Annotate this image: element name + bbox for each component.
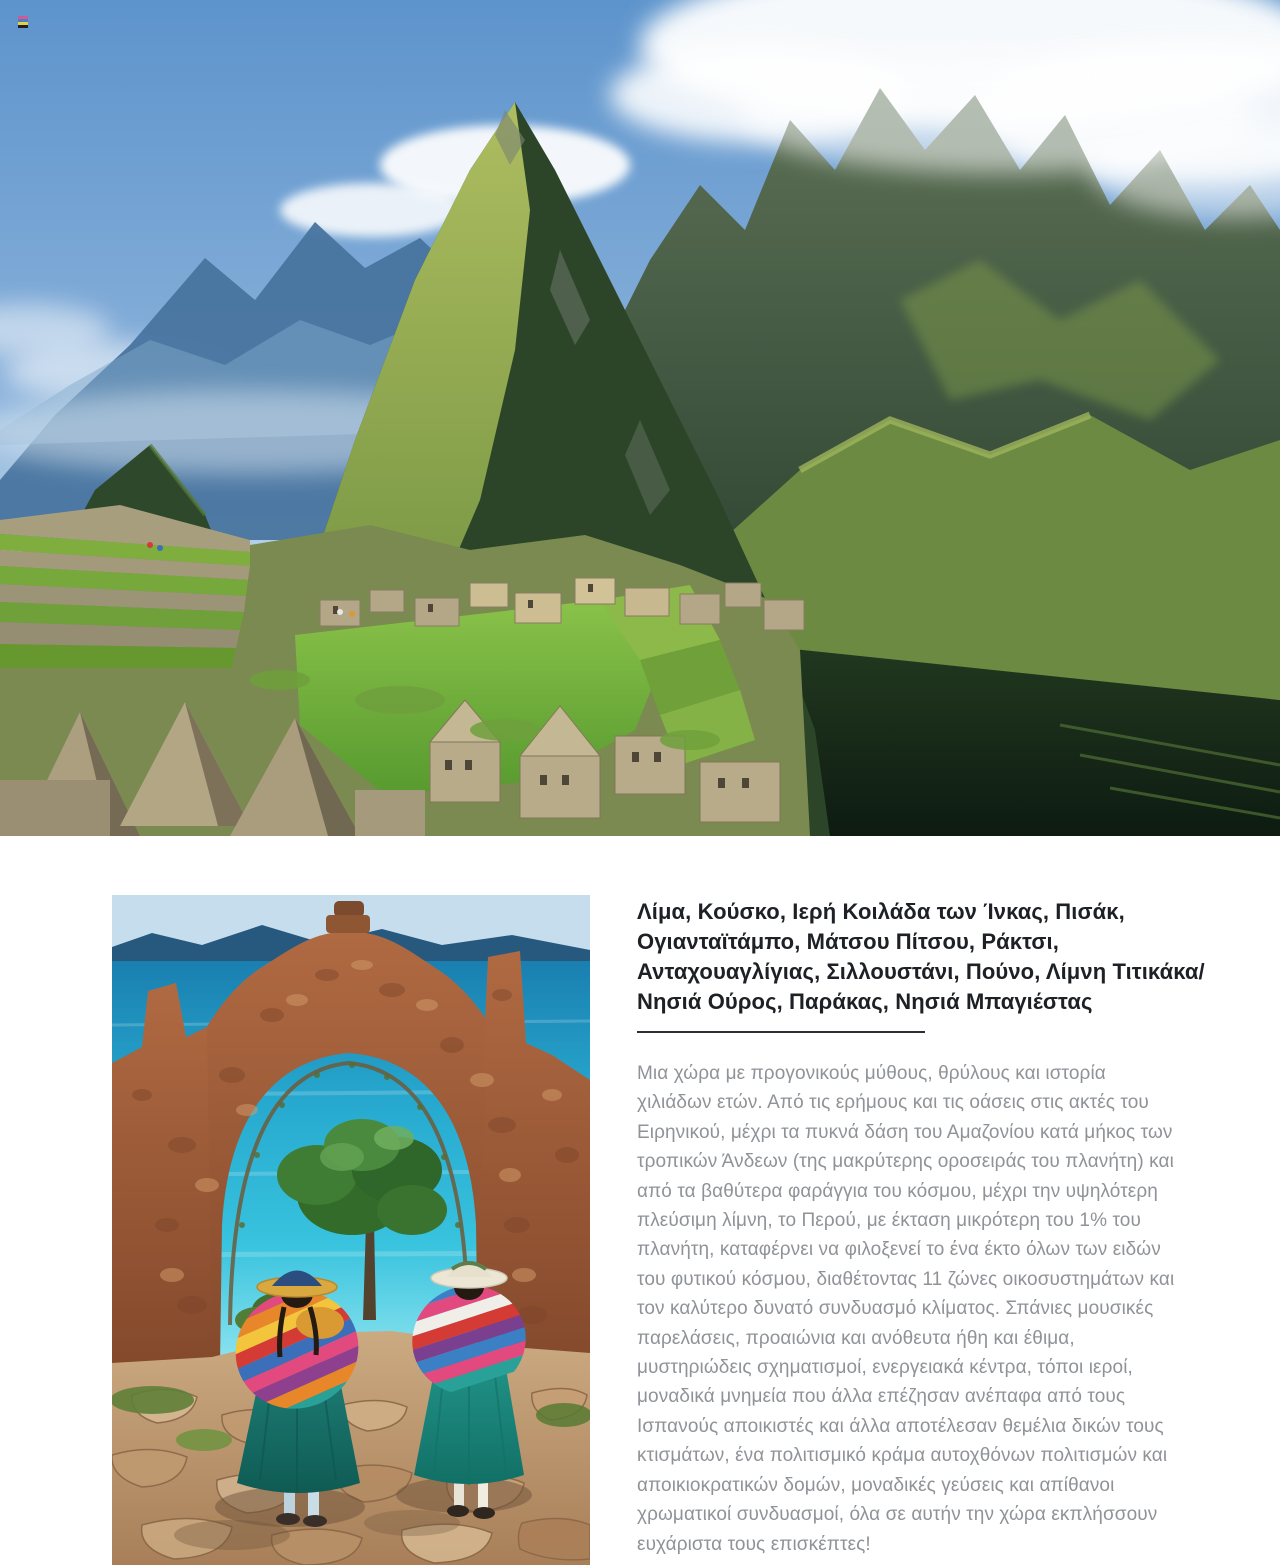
side-photo-lake-titicaca	[112, 895, 590, 1565]
titicaca-arch-illustration	[112, 895, 590, 1565]
print-color-bar-icon	[18, 16, 28, 28]
itinerary-line-3: Ανταχουαγλίγιας, Σιλλουστάνι, Πούνο, Λίμνη Τιτικάκα/	[637, 959, 1205, 984]
itinerary-heading	[637, 897, 1205, 1017]
article-paragraph: Μια χώρα με προγονικούς μύθους, θρύλους και ιστορία χιλιάδων ετών. Από τις ερήμους και τις οάσεις στις ακτές του Ειρηνικού, μέχρι τα πυκνά δάση του Αμαζονίου κατά μήκος των τροπικών Άνδεων (της μακρύτερης οροσειράς του πλανήτη) και από τα βαθύτερα φαράγγια του κόσμου, μέχρι την υψηλότερη πλεύσιμη λίμνη, το Περού, με έκταση μικρότερη του 1% του πλανήτη, καταφέρνει να φιλοξενεί το ένα έκτο όλων των ειδών του φυτικού κόσμου, διαθέτοντας 11 ζώνες οικοσυστημάτων και τον καλύτερο δυνατό συνδυασμό κλίματος. Σπάνιες μουσικές παρελάσεις, προαιώνια και ανόθευτα ήθη και έθιμα, μυστηριώδεις σχηματισμοί, ενεργειακά κέντρα, τόποι ιεροί, μοναδικά μνημεία που άλλα επέζησαν ανέπαφα από τους Ισπανούς αποικιστές και άλλα αποτέλεσαν θεμέλια δικών τους κτισμάτων, ένα πολιτισμικό κράμα αυτοχθόνων πολιτισμών και αποικιοκρατικών δομών, μοναδικές γεύσεις και απίθανοι χρωματικοί συνδυασμοί, όλα σε αυτήν την χώρα εκπλήσσουν ευχάριστα τους επισκέπτες!	[637, 1063, 1175, 1555]
article-column	[637, 897, 1205, 1559]
color-bar-stripe-black	[18, 25, 28, 28]
itinerary-line-2: Ογιανταϊτάμπο, Μάτσου Πίτσου, Ράκτσι,	[637, 929, 1059, 954]
itinerary-line-1: Λίμα, Κούσκο, Ιερή Κοιλάδα των Ίνκας, Πισάκ,	[637, 899, 1125, 924]
section-divider	[637, 1031, 925, 1033]
itinerary-line-4: Νησιά Ούρος, Παράκας, Νησιά Μπαγιέστας	[637, 989, 1093, 1014]
